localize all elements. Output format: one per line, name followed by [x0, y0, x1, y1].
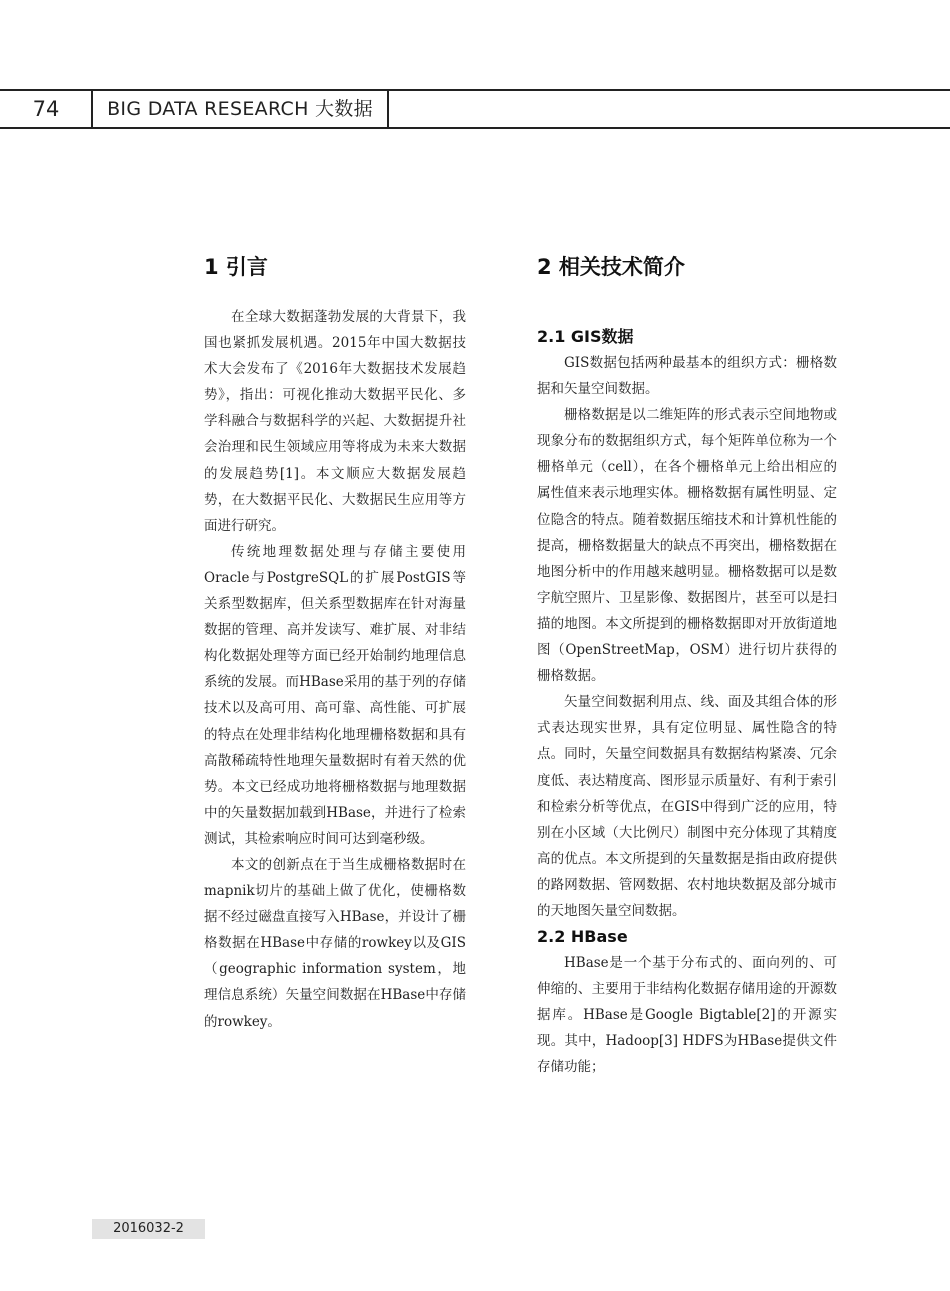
header-bottom-rule	[0, 127, 950, 129]
page-number: 74	[32, 97, 60, 121]
paragraph: GIS数据包括两种最基本的组织方式：栅格数据和矢量空间数据。	[537, 355, 837, 398]
paragraph: 在全球大数据蓬勃发展的大背景下，我国也紧抓发展机遇。2015年中国大数据技术大会发布了《2016年大数据技术发展趋势》，指出：可视化推动大数据平民化、多学科融合与数据科学的兴起、大数据提升社会治理和民生领域应用等将成为未来大数据的发展趋势[1]。本文顺应大数据发展趋势，在大数据平民化、大数据民生应用等方面进行研究。	[204, 309, 466, 534]
right-column	[537, 250, 837, 1081]
paragraph: 矢量空间数据利用点、线、面及其组合体的形式表达现实世界，具有定位明显、属性隐含的特点。同时，矢量空间数据具有数据结构紧凑、冗余度低、表达精度高、图形显示质量好、有利于索引和检索分析等优点，在GIS中得到广泛的应用，特别在小区域（大比例尺）制图中充分体现了其精度高的优点。本文所提到的矢量数据是指由政府提供的路网数据、管网数据、农村地块数据及部分城市的天地图矢量空间数据。	[537, 694, 837, 919]
subsection-title-hbase: 2.2 HBase	[537, 927, 628, 947]
header-top-rule	[0, 89, 950, 91]
paragraph: HBase是一个基于分布式的、面向列的、可伸缩的、主要用于非结构化数据存储用途的开源数据库。HBase是Google Bigtable[2]的开源实现。其中，Hadoop[3] HDFS为HBase提供文件存储功能；	[537, 955, 837, 1076]
subsection-title-gis-data: 2.1 GIS数据	[537, 327, 634, 346]
article-code: 2016032-2	[92, 1219, 205, 1239]
paragraph: 传统地理数据处理与存储主要使用Oracle与PostgreSQL的扩展PostGIS等关系型数据库，但关系型数据库在针对海量数据的管理、高并发读写、难扩展、对非结构化数据处理等方面已经开始制约地理信息系统的发展。而HBase采用的基于列的存储技术以及高可用、高可靠、高性能、可扩展的特点在处理非结构化地理栅格数据和具有高散稀疏特性地理矢量数据时有着天然的优势。本文已经成功地将栅格数据与地理数据中的矢量数据加载到HBase，并进行了检索测试，其检索响应时间可达到毫秒级。	[204, 543, 466, 847]
journal-title: BIG DATA RESEARCH 大数据	[107, 98, 373, 120]
section-title-introduction: 1 引言	[204, 255, 268, 279]
left-column	[204, 250, 466, 1035]
paragraph: 栅格数据是以二维矩阵的形式表示空间地物或现象分布的数据组织方式，每个矩阵单位称为一个栅格单元（cell），在各个栅格单元上给出相应的属性值来表示地理实体。栅格数据有属性明显、定位隐含的特点。随着数据压缩技术和计算机性能的提高，栅格数据量大的缺点不再突出，栅格数据在地图分析中的作用越来越明显。栅格数据可以是数字航空照片、卫星影像、数据图片，甚至可以是扫描的地图。本文所提到的栅格数据即对开放街道地图（OpenStreetMap，OSM）进行切片获得的栅格数据。	[537, 407, 837, 685]
section-title-related-tech: 2 相关技术简介	[537, 255, 685, 279]
paragraph: 本文的创新点在于当生成栅格数据时在mapnik切片的基础上做了优化，使栅格数据不经过磁盘直接写入HBase，并设计了栅格数据在HBase中存储的rowkey以及GIS（geographic information system，地理信息系统）矢量空间数据在HBase中存储的rowkey。	[204, 856, 466, 1030]
